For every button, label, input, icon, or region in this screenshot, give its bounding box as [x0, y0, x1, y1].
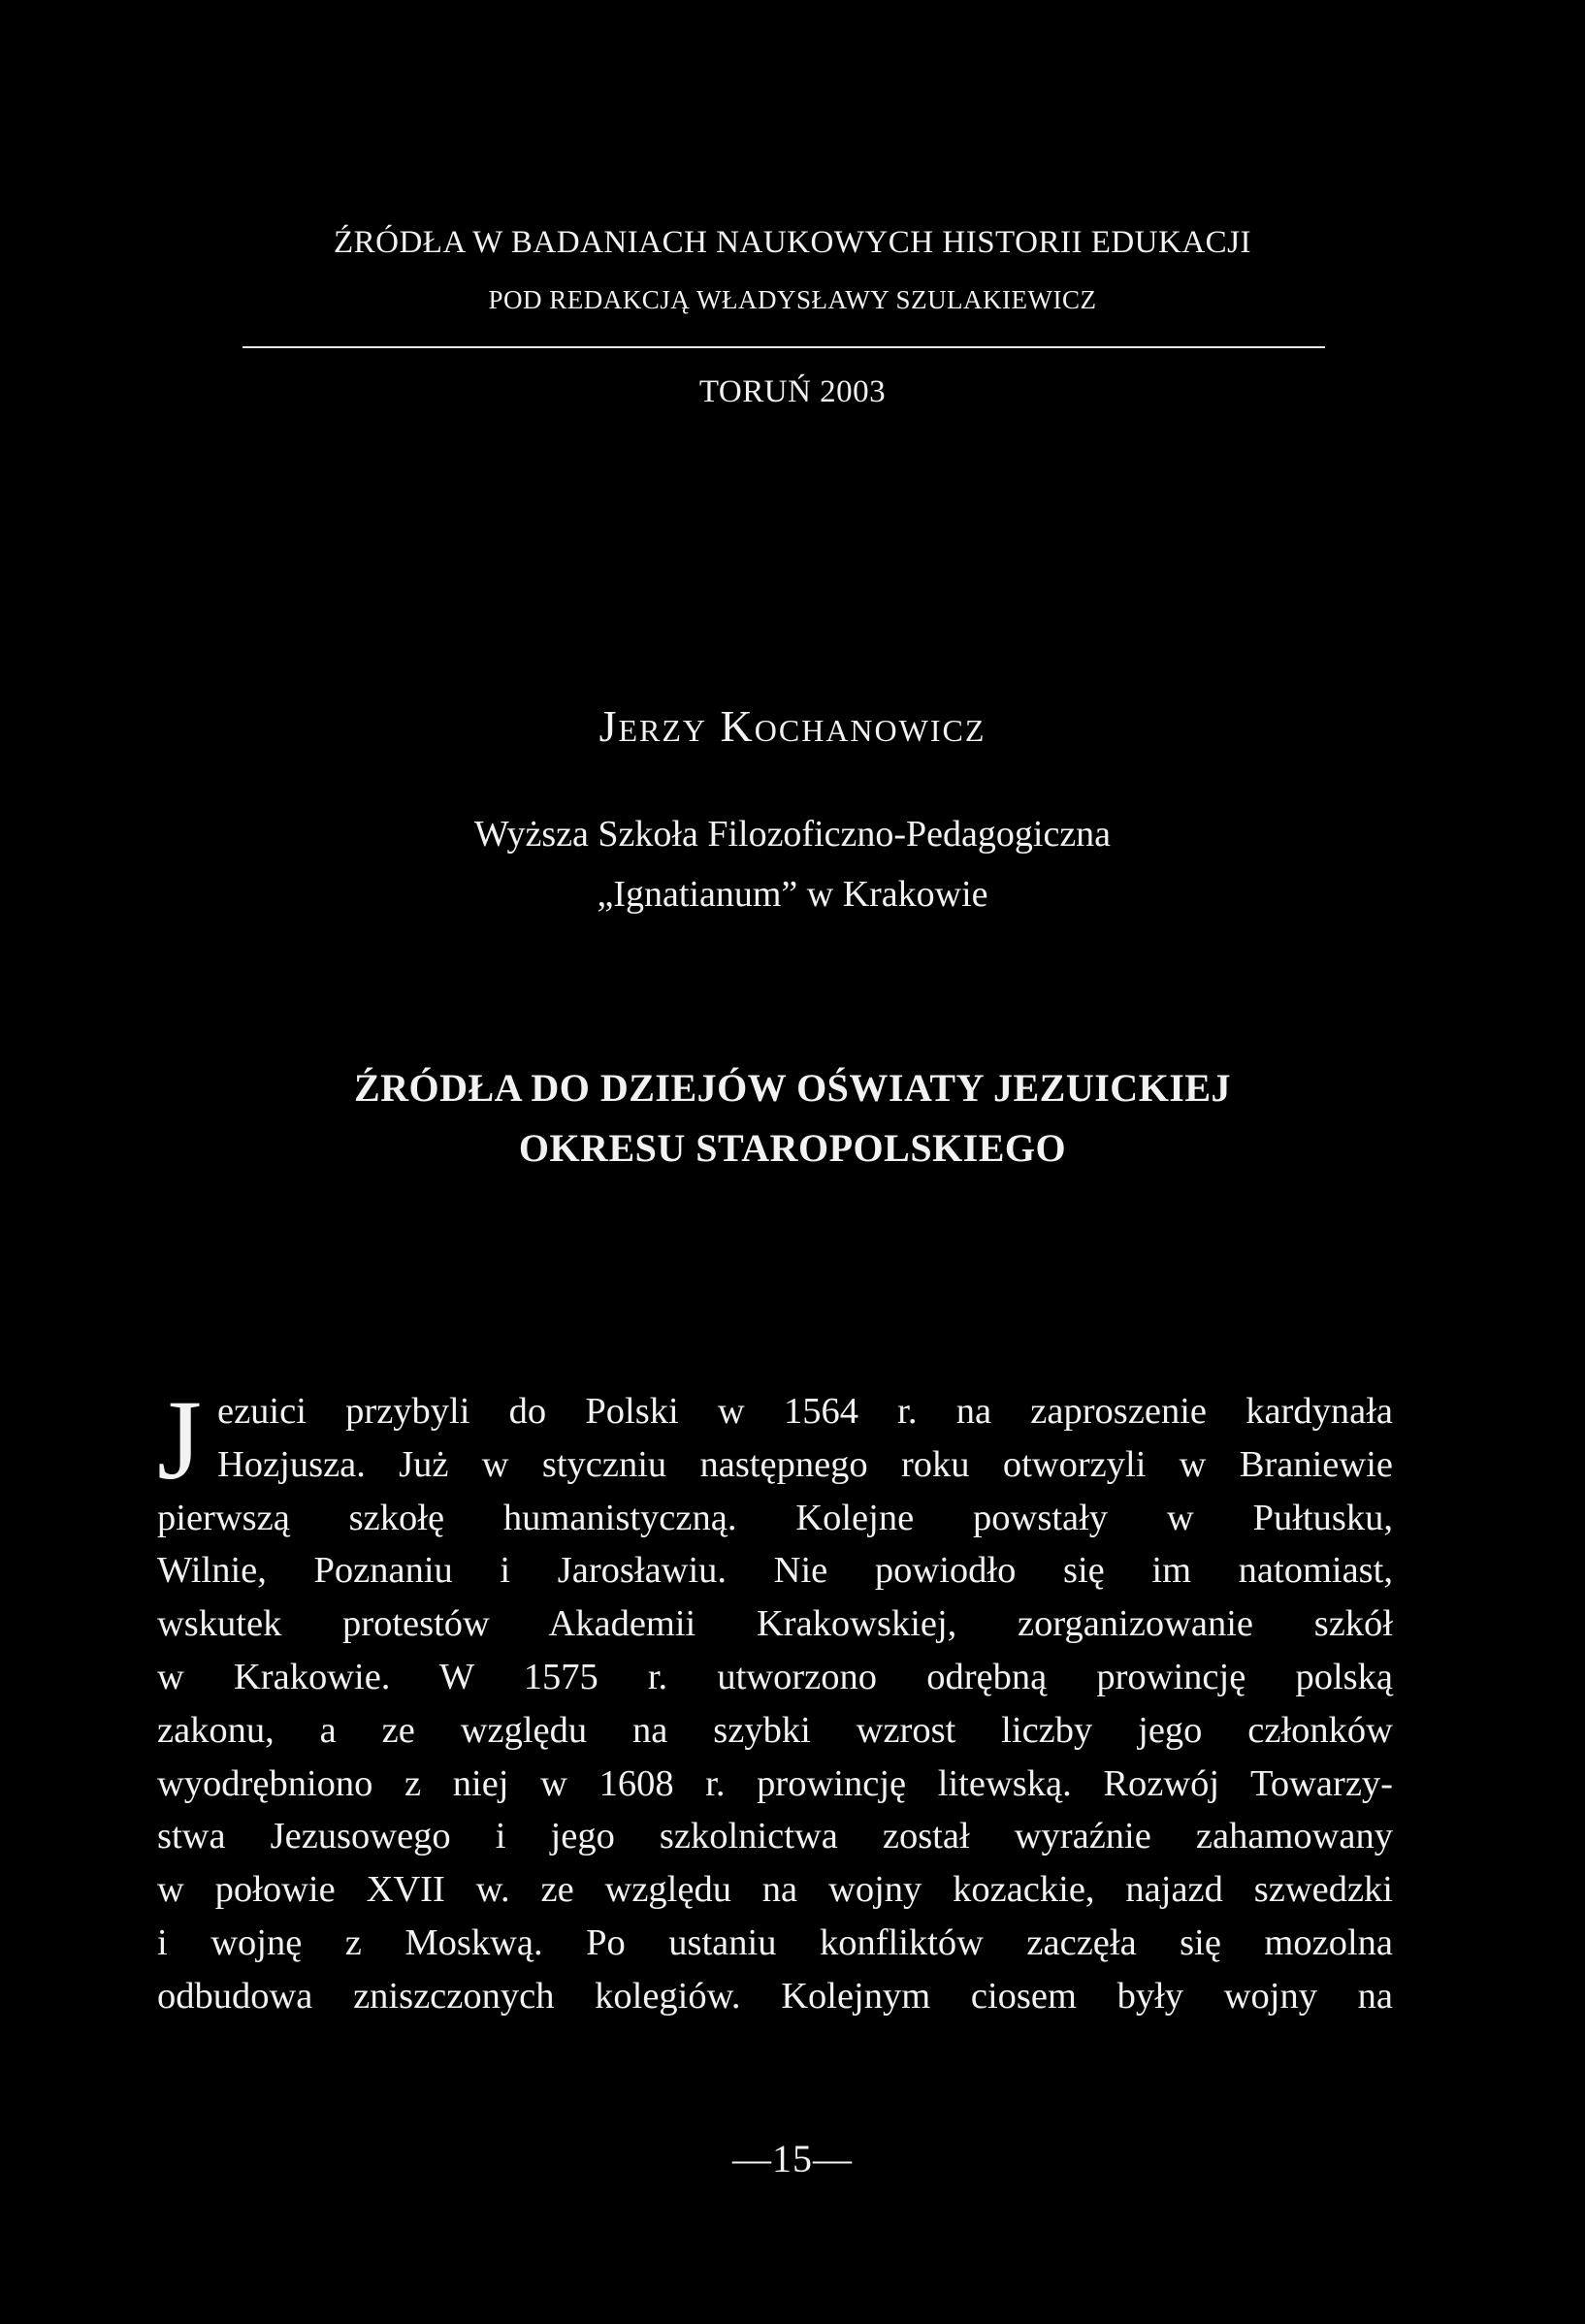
body-line-10: w połowie XVII w. ze względu na wojny kozackie, najazd szwedzki — [157, 1869, 1393, 1911]
drop-cap: J — [157, 1376, 202, 1503]
article-body — [157, 1376, 1393, 2023]
body-line-3: pierwszą szkołę humanistyczną. Kolejne powstały w Pułtusku, — [157, 1497, 1393, 1538]
header-divider — [243, 346, 1325, 348]
body-line-6: w Krakowie. W 1575 r. utworzono odrębną prowincję polską — [157, 1656, 1393, 1697]
body-line-7: zakonu, a ze względu na szybki wzrost liczby jego członków — [157, 1709, 1393, 1751]
body-line-2: Hozjusza. Już w styczniu następnego roku otworzyli w Braniewie — [217, 1443, 1393, 1485]
body-line-4: Wilnie, Poznaniu i Jarosławiu. Nie powiodło się im natomiast, — [157, 1550, 1393, 1592]
place-year: TORUŃ 2003 — [698, 374, 887, 409]
body-line-12: odbudowa zniszczonych kolegiów. Kolejnym ciosem były wojny na — [157, 1975, 1393, 2017]
series-title: ŹRÓDŁA W BADANIACH NAUKOWYCH HISTORII EDUKACJI — [333, 225, 1252, 260]
body-line-9: stwa Jezusowego i jego szkolnictwa został wyraźnie zahamowany — [157, 1816, 1393, 1857]
series-editor: POD REDAKCJĄ WŁADYSŁAWY SZULAKIEWICZ — [488, 285, 1097, 314]
page-number: —15— — [732, 2137, 853, 2180]
author-affiliation-line2: „Ignatianum” w Krakowie — [597, 874, 988, 915]
body-line-11: i wojnę z Moskwą. Po ustaniu konfliktów zaczęła się mozolna — [157, 1921, 1393, 1963]
article-title-line2: OKRESU STAROPOLSKIEGO — [518, 1126, 1067, 1170]
author-affiliation-line1: Wyższa Szkoła Filozoficzno-Pedagogiczna — [473, 814, 1112, 855]
drop-cap-container — [157, 1376, 217, 1503]
body-line-8: wyodrębniono z niej w 1608 r. prowincję litewską. Rozwój Towarzy- — [157, 1762, 1393, 1804]
body-line-5: wskutek protestów Akademii Krakowskiej, zorganizowanie szkół — [157, 1603, 1393, 1645]
article-title-line1: ŹRÓDŁA DO DZIEJÓW OŚWIATY JEZUICKIEJ — [353, 1066, 1232, 1110]
author-name: Jerzy Kochanowicz — [598, 701, 987, 751]
body-line-1: ezuici przybyli do Polski w 1564 r. na zaproszenie kardynała — [217, 1391, 1393, 1432]
